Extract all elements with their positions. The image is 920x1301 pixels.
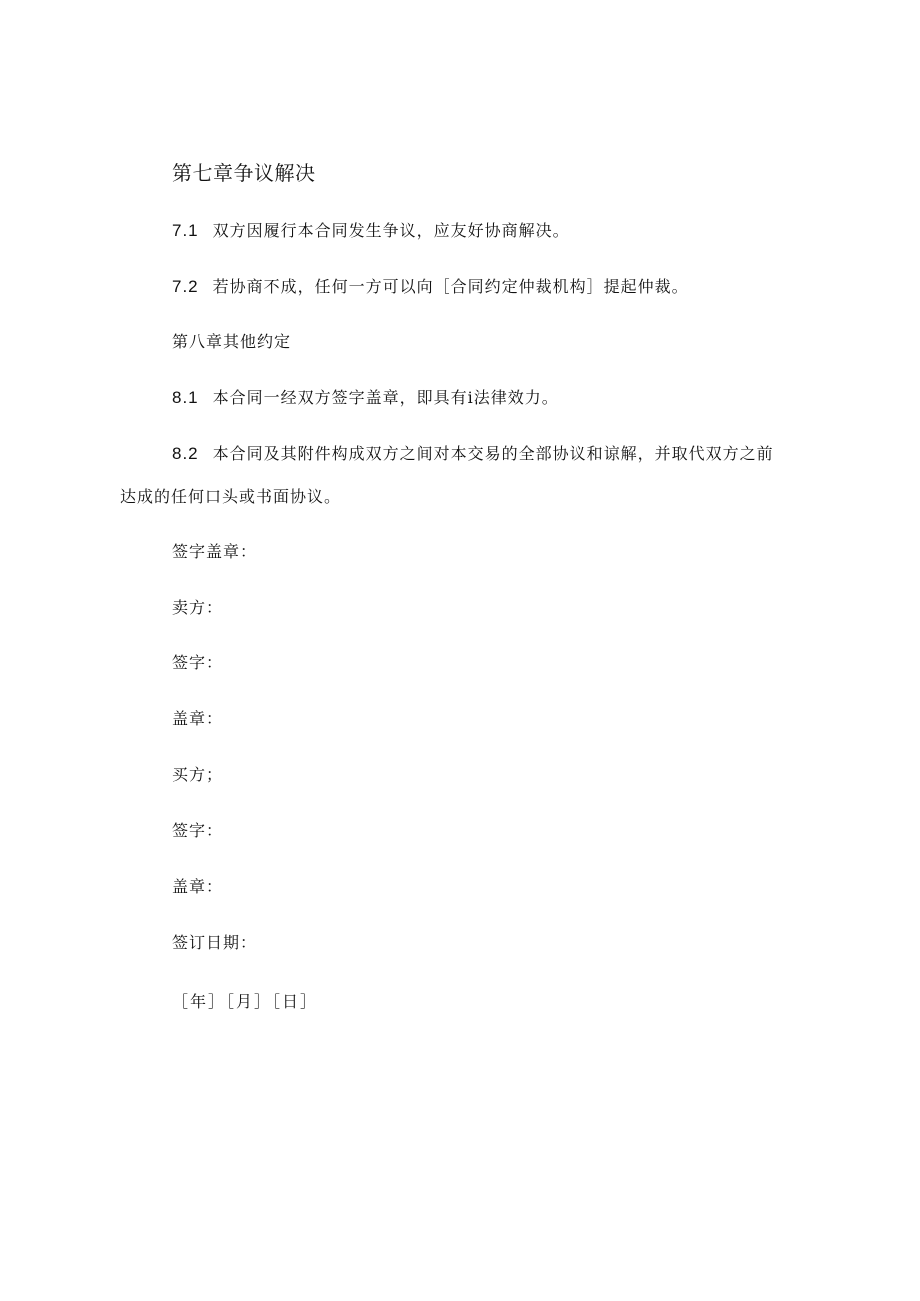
seller-label: 卖方： xyxy=(172,598,224,617)
clause-7-1-text: 双方因履行本合同发生争议，应友好协商解决。 xyxy=(212,221,570,240)
clause-7-1-number: 7.1 xyxy=(172,221,199,240)
buyer-seal-label: 盖章： xyxy=(172,877,224,896)
clause-8-2-line2: 达成的任何口头或书面协议。 xyxy=(120,487,342,506)
clause-8-1-number: 8.1 xyxy=(172,388,199,407)
clause-8-2-number: 8.2 xyxy=(172,444,199,463)
signature-heading: 签字盖章： xyxy=(172,542,258,561)
clause-8-1-text: 本合同一经双方签字盖章，即具有i法律效力。 xyxy=(212,388,559,407)
clause-7-1 xyxy=(172,221,570,241)
clause-7-2-text: 若协商不成，任何一方可以向［合同约定仲裁机构］提起仲裁。 xyxy=(212,277,689,296)
clause-8-1 xyxy=(172,388,559,408)
clause-7-2-number: 7.2 xyxy=(172,277,199,296)
chapter7-title: 第七章争议解决 xyxy=(172,161,316,185)
clause-7-2 xyxy=(172,277,689,297)
clause-8-2-line1 xyxy=(172,444,774,464)
seller-seal-label: 盖章： xyxy=(172,709,224,728)
seller-sign-label: 签字： xyxy=(172,653,224,672)
date-value: ［年］［月］［日］ xyxy=(172,992,319,1011)
date-label: 签订日期： xyxy=(172,933,258,952)
buyer-label: 买方； xyxy=(172,765,224,784)
clause-8-2-text-line1: 本合同及其附件构成双方之间对本交易的全部协议和谅解，并取代双方之前 xyxy=(212,444,774,463)
buyer-sign-label: 签字： xyxy=(172,821,224,840)
chapter8-title: 第八章其他约定 xyxy=(172,332,292,351)
